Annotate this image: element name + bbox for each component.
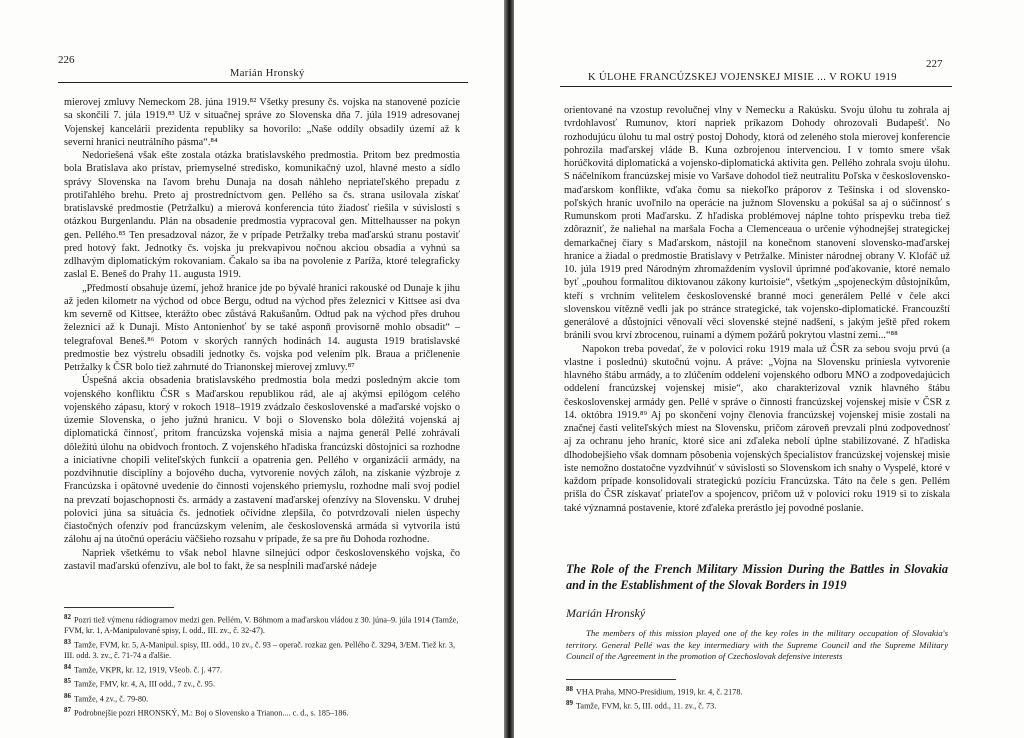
paragraph: „Předmostí obsahuje území, jehož hranice jde po bývalé hranici rakouské od Dunaje k jihu až jeden kilometr na východ od obce Bergu, odtud na východ přes železnici v Kittsee asi dva km severně od Kittsee, kterážto obec zůstává Rakušanům. Odtud pak na východ přes druhou železnici až k Dunaji. Místo Antonienhoť by se také asponň provisorně mohlo obsadit“ – telegrafoval Beneš.⁸⁶ Potom v skorých ranných hodinách 14. augusta 1919 bratislavské predmostie bez výstrelu obsadili jednotky čs. vojska pod velením plk. Braua a pričlenenie Petržalky k ČSR bolo tiež zahrnuté do Trianonskej mierovej zmluvy.⁸⁷ <box>64 282 460 373</box>
footnotes <box>64 612 460 719</box>
footnote: $^{84}$ Tamže, VKPR, kr. 12, 1919, Všeob. č. j. 477. <box>64 662 223 675</box>
footnote: $^{82}$ Pozri tiež výmenu rádiogramov medzi gen. Pellém, V. Böhmom a maďarskou vládou z 30. júna–9. júla 1914 (Tamže, FVM, kr. 1, A-Manipulované spisy, I. odd., III. zv., č. 32-47). <box>64 613 459 636</box>
footnote: $^{83}$ Tamže, FVM, kr. 5, A-Manipul. spisy, III. odd., 10 zv., č. 93 – operač. rozkaz gen. Pellého č. 3294, 3/EM. Tiež kr. 3, III. odd. 3. zv., č. 71-74 a ďalšie. <box>64 637 456 661</box>
page-number: 227 <box>926 58 943 70</box>
footnote: $^{88}$ VHA Praha, MNO-Presidium, 1919, kr. 4, č. 2178. <box>566 685 743 697</box>
paragraph: Napriek všetkému to však nebol hlavne silnejúci odpor československého vojska, čo zastavil maďarskú ofenzívu, ale bol to fakt, že sa nespĺnili maďarské nádeje <box>64 547 460 572</box>
body-text <box>64 96 460 573</box>
footnote: $^{87}$ Podrobnejšie pozri HRONSKÝ, M.: Boj o Slovensko a Trianon.... c. d., s. 185–186. <box>64 705 349 718</box>
running-head: K ÚLOHE FRANCÚZSKEJ VOJENSKEJ MISIE ... V ROKU 1919 <box>588 72 897 83</box>
footnote-rule <box>64 607 174 608</box>
english-summary-author: Marián Hronský <box>566 606 646 620</box>
paragraph: Napokon treba povedať, že v polovici roku 1919 mala už ČSR za sebou svoju prvú (a vlastne i poslednú) skutočnú vojnu. A práve: „Vojna na Slovensku priniesla vytvorenie hlavného štábu armády, a to zlúčením oddelení vojenského odboru MNO a zodpovedajúcich oddelení francúzskej vojenskej misie“, ako charakterizoval vznik hlavného štábu československej armády gen. Pellé v správe o činnosti francúzskej vojenskej misie v ČSR z 14. októbra 1919.⁸⁹ Aj po skončení vojny členovia francúzskej vojenskej misie zostali na značnej časti veliteľských miest na Slovensku, pričom zároveň prevzali plnú zodpovednosť aj za ochranu jeho hraníc, ktoré sice ani zďaleka nebolí úplne stabilizované. Z hľadiska dlhodobejšieho však domnam pôsobenia vojenských špecialistov francúzskej vojenskej misie iste nemožno dostatočne vyzdvihnúť v súvislosti so Slovenskom ich snahy o Vyspelé, ktoré v každom prípade konsolidovali strategickú pozíciu Francúzska. Táto na čele s gen. Pellém prišla do ČSR získavať priateľov a spojencov, pričom už v polovici roku 1919 si to získala také významná postavenie, ktoré zďaleka prerástlo jej povodné poslanie. <box>564 343 950 514</box>
paragraph: mierovej zmluvy Nemeckom 28. júna 1919.⁸² Všetky presuny čs. vojska na stanovené pozície sa skončili 7. júla 1919.⁸³ Už v situačnej správe zo Slovenska dňa 7. júla 1919 adresovanej Vojenskej kancelárii prezidenta republiky sa hovorilo: „Naše oddíly obsadily území až k severní hranici neutrálního pásma“.⁸⁴ <box>64 97 460 148</box>
paragraph: orientované na vzostup revolučnej vlny v Nemecku a Rakúsku. Svoju úlohu tu zohrala aj tvrdohlavosť Rumunov, ktorí napriek príkazom Dohody ohrozovali Budapešť. No rozhodujúcu úlohu tu mal ostrý postoj Dohody, ktorá od zeleného stola mierovej konferencie pohrozila maďarskej vláde B. Kuna ozbrojenou intervenciou. I v tomto smere však horúčkovitá diplomatická a vojensko-diplomatická aktivita gen. Pelléhо zohrala svoju úlohu. S náčelníkom francúzskej misie vo Varšave dohodol tiež neutralitu Poľska v československo-maďarskom konflikte, vďaka čomu sa niekoľko práporov z Tešínska i od slovensko-poľských hraníc uvoľnilo na operácie na južnom Slovensku a pokúšal sa aj o súčinnosť s Rumunskom proti Maďarsku. Z hľadiska problémovej náplne tohto príspevku treba tiež zdôrazniť, že naliehal na maršala Focha a Clemenceaua o určenie výhodnejšej strategickej demarkačnej čiary s Maďarskom, nástojil na konečnom stanovení slovensko-maďarskej hranice a žiadal o predmostie Bratislavy v Petržalke. Minister národnej obrany V. Klofáč už 10. júla 1919 pred Národným zhromaždením vyslovil úprimné poďakovanie, ktoré nemalo byť „pouhou formalitou diktovanou zákony kurtoisie“, všetkým „spojeneckým důstojníkům, kteří s vrchním velitelem československé branné moci generálem Pellé v čele akci slovenskou vítězně vedli jak po stránce strategické, tak vojensko-diplomatické. Francouzští generálové a důstojníci věnovali věci slovenské stejné nadšení, s jakým ještě před rokem bránili svou krví zbrocenou, ruinami a dýmem požárů pokrytou vlastní zemi...“⁸⁸ <box>564 105 950 342</box>
paragraph: Úspešná akcia obsadenia bratislavského predmostia bola medzi posledným akcie tom vojenského konfliktu ČSR s Maďarskou republikou rád, ale aj akýmsi epilógom celého vojenského zápasu, ktorý v rokoch 1918–1919 zvádzalo československé a maďarské vojsko o územie Slovenska, o jeho južnú hranicu. V boji o Slovensko bola dôležitá vojenská aj diplomatická činnosť, pritom francúzska vojenská misia a najma generál Pellé zohrávali dôležitú úlohu na obidvoch frontoch. Z vojenského hľadiska francúzski dôstojníci sa rozhodne a iniciatívne chopili veliteľských funkcií a opatrenia gen. Pellého v organizácii armády, na pozdvihnutie disciplíny a bojového ducha, vytvorenie nových záloh, na získanie výzbroje z Francúzska i opätovné uvedenie do činnosti vojenského priemyslu, rozhodne mali svoj podiel na prevzatí bojaschopnosti čs. armády a zastavení maďarskej ofenzívy na Slovensku. V druhej polovici júna sa situácia čs. jednotiek očividne zlepšila, čo potvrdzovali nielen úspechy čiastočných ofenzív pod francúzskym velením, ale československá armáda si vytvorila istú zálohu aj na útočnú operáciu väčšieho rozsahu v prípade, že sa pre ňu Dohoda rozhodne. <box>64 375 460 546</box>
page-number: 226 <box>58 54 75 66</box>
footnote-rule <box>566 679 676 680</box>
book-gutter <box>504 0 514 738</box>
english-abstract: The members of this mission played one of the key roles in the military occupation of Slovakia's territory. General Pellé was the key intermediary with the Supreme Council and the Supreme Military Council of the Agreement in the promotion of Czechoslovak defensive interests <box>566 628 948 662</box>
header-rule <box>560 86 952 87</box>
footnotes <box>566 684 948 713</box>
english-summary-title: The Role of the French Military Mission During the Battles in Slovakia and in the Establishment of the Slovak Borders in 1919 <box>566 562 948 592</box>
footnote: $^{85}$ Tamže, FMV, kr. 4, A, III odd., 7 zv., č. 95. <box>64 677 215 689</box>
left-page <box>0 0 504 738</box>
paragraph: Nedoriešená však ešte zostala otázka bratislavského predmostia. Pritom bez predmostia bola Bratislava ako prístav, priemyselné stredisko, komunikačný uzol, hlavné mesto a sídlo správy Slovenska na ľavom brehu Dunaja na dosah náhleho nepriateľského prepadu z protiľahlého brehu. Preto aj prostredníctvom gen. Pellého sa čs. strana usilovala získať bratislavské predmostie (Petržalku) a mierová konferencia túto žiadosť riešila v súvislosti s otázkou Burgenlandu. Plán na obsadenie predmostia vypracoval gen. Mittelhausser na pokyn gen. Pellého.⁸⁵ Ten presadzoval názor, že v prípade Petržalky treba maďarskú stranu postaviť pred hotový fakt. Jednotky čs. vojska ju prekvapivou nočnou akciou obsadia a vyhnú sa zdlhavým diplomatickým rokovaniam. Čakalo sa iba na povolenie z Paríža, ktoré telegraficky zaslal E. Beneš do Prahy 11. augusta 1919. <box>64 150 460 281</box>
footnote: $^{89}$ Tamže, FVM, kr. 5, III. odd., 11. zv., č. 73. <box>566 699 717 712</box>
header-rule <box>58 82 468 83</box>
body-text <box>564 104 950 515</box>
running-head: Marián Hronský <box>230 68 305 79</box>
right-page <box>514 0 1024 738</box>
footnote: $^{86}$ Tamže, 4 zv., č. 79-80. <box>64 691 149 704</box>
